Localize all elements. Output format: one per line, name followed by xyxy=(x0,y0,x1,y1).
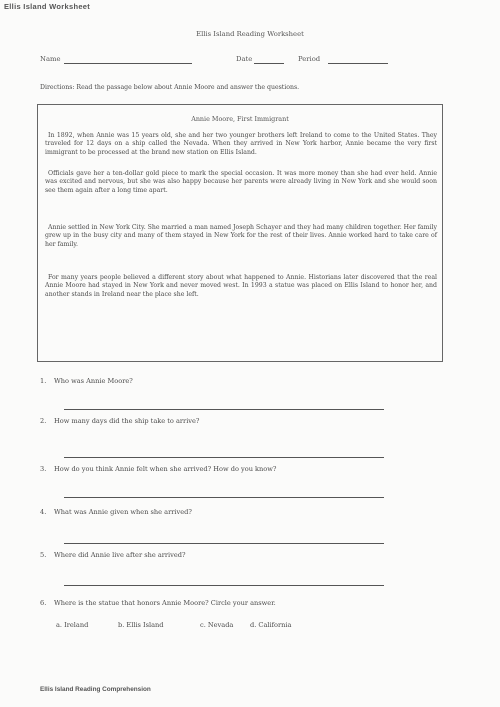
question-text: Who was Annie Moore? xyxy=(54,377,133,385)
passage-paragraph-text: Officials gave her a ten-dollar gold piece to mark the special occasion. It was more money than she had ever held. Annie was excited and nervous, but she was also happy because her parents were already living in New York and she would soon see them again after a long time apart. xyxy=(45,170,437,194)
question-number: 6. xyxy=(40,599,47,607)
period-label: Period xyxy=(298,55,321,63)
choice-a[interactable]: a. Ireland xyxy=(56,621,89,629)
worksheet-title: Ellis Island Reading Worksheet xyxy=(196,30,304,38)
question-4 xyxy=(40,508,192,516)
name-blank[interactable] xyxy=(64,63,192,64)
question-text: Where did Annie live after she arrived? xyxy=(54,551,186,559)
question-3 xyxy=(40,465,276,473)
question-number: 2. xyxy=(40,417,47,425)
answer-line[interactable] xyxy=(64,409,384,410)
date-label: Date xyxy=(236,55,253,63)
choice-b[interactable]: b. Ellis Island xyxy=(118,621,164,629)
choice-c[interactable]: c. Nevada xyxy=(200,621,234,629)
passage-paragraph xyxy=(45,132,437,157)
footer-label: Ellis Island Reading Comprehension xyxy=(40,686,151,693)
question-1 xyxy=(40,377,133,385)
question-text: How many days did the ship take to arrive? xyxy=(54,417,200,425)
passage-title: Annie Moore, First Immigrant xyxy=(191,115,289,123)
answer-line[interactable] xyxy=(64,497,384,498)
passage-paragraph xyxy=(45,224,437,249)
answer-line[interactable] xyxy=(64,543,384,544)
instructions: Directions: Read the passage below about Annie Moore and answer the questions. xyxy=(40,84,300,91)
answer-line[interactable] xyxy=(64,457,384,458)
passage-paragraph xyxy=(45,170,437,195)
worksheet-header: Ellis Island Worksheet xyxy=(4,2,91,11)
answer-line[interactable] xyxy=(64,585,384,586)
question-number: 1. xyxy=(40,377,47,385)
question-6 xyxy=(40,599,276,607)
question-text: How do you think Annie felt when she arrived? How do you know? xyxy=(54,465,277,473)
name-label: Name xyxy=(40,55,61,63)
question-number: 4. xyxy=(40,508,47,516)
passage-paragraph xyxy=(45,274,437,299)
date-blank[interactable] xyxy=(254,63,284,64)
question-2 xyxy=(40,417,199,425)
question-5 xyxy=(40,551,186,559)
period-blank[interactable] xyxy=(328,63,388,64)
question-number: 5. xyxy=(40,551,47,559)
question-text: What was Annie given when she arrived? xyxy=(54,508,192,516)
passage-paragraph-text: Annie settled in New York City. She married a man named Joseph Schayer and they had many children together. Her family grew up in the busy city and many of them stayed in New York for the rest of their lives. Annie worked hard to take care of her family. xyxy=(45,224,437,248)
question-number: 3. xyxy=(40,465,47,473)
passage-paragraph-text: For many years people believed a different story about what happened to Annie. Historians later discovered that the real Annie Moore had stayed in New York and never moved west. In 1993 a statue was placed on Ellis Island to honor her, and another stands in Ireland near the place she left. xyxy=(45,274,437,298)
choice-d[interactable]: d. California xyxy=(250,621,292,629)
question-text: Where is the statue that honors Annie Moore? Circle your answer. xyxy=(54,599,276,607)
passage-paragraph-text: In 1892, when Annie was 15 years old, she and her two younger brothers left Ireland to come to the United States. They traveled for 12 days on a ship called the Nevada. When they arrived in New York harbor, Annie became the very first immigrant to be processed at the brand new station on Ellis Island. xyxy=(45,132,437,156)
